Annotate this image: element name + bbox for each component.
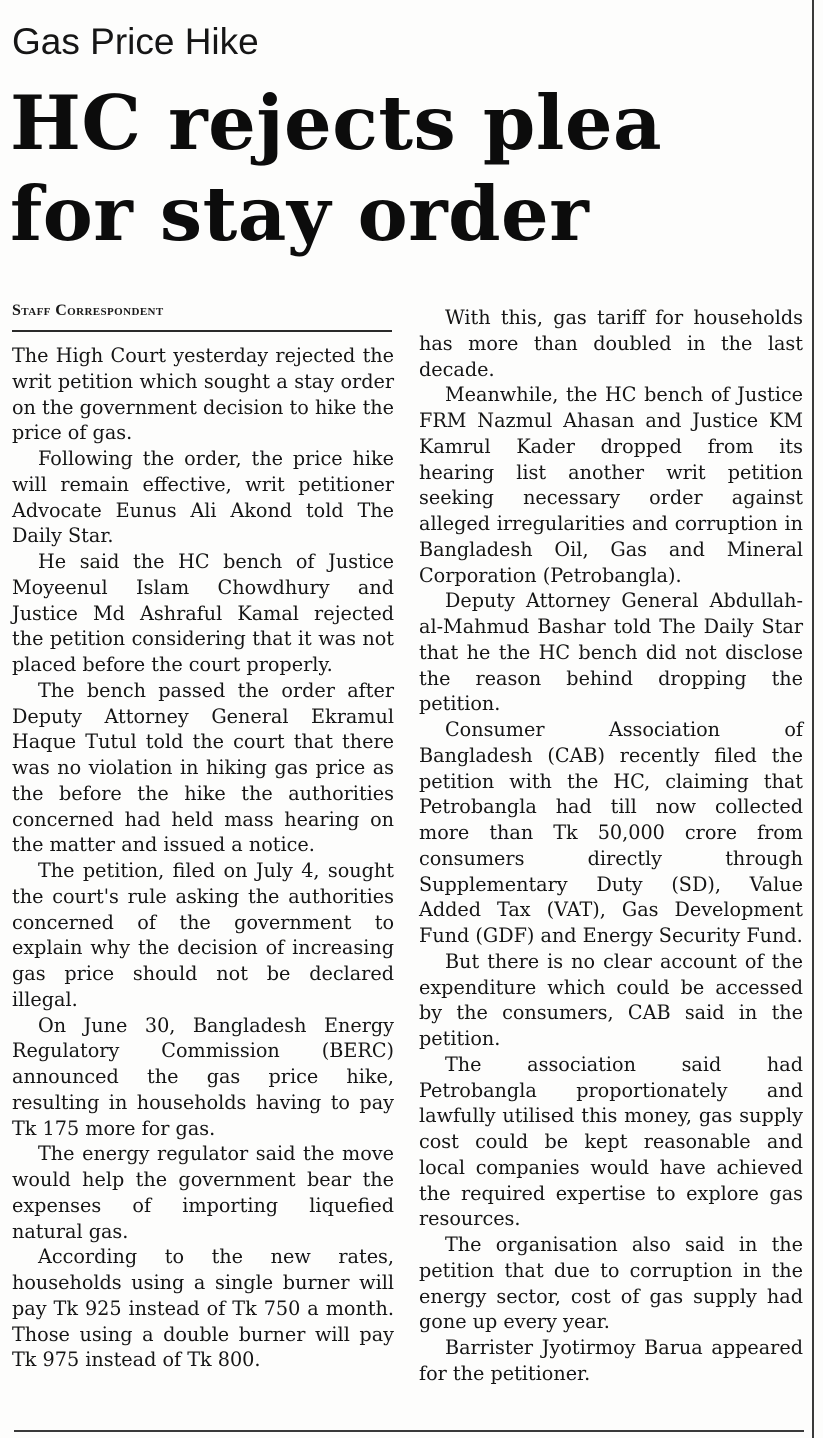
paragraph: The organisation also said in the petition that due to corruption in the energy sector, cost of gas supply had gone up every year. — [419, 1233, 803, 1334]
paragraph: Following the order, the price hike will remain effective, writ petitioner Advocate Eunus Ali Akond told The Daily Star. — [12, 447, 394, 548]
byline: Staff Correspondent — [12, 302, 164, 319]
paragraph: The petition, filed on July 4, sought the court's rule asking the authorities concerned of the government to explain why the decision of increasing gas price should not be declared illegal. — [12, 859, 394, 1011]
headline-line: HC rejects plea — [10, 79, 663, 167]
article-column-right — [419, 305, 803, 1387]
paragraph: Consumer Association of Bangladesh (CAB) recently filed the petition with the HC, claiming that Petrobangla had till now collected more than Tk 50,000 crore from consumers directly through Supplementary Duty (SD), Value Added Tax (VAT), Gas Development Fund (GDF) and Energy Security Fund. — [419, 718, 803, 947]
paragraph: The bench passed the order after Deputy Attorney General Ekramul Haque Tutul told the court that there was no violation in hiking gas price as the before the hike the authorities concerned had held mass hearing on the matter and issued a notice. — [12, 678, 394, 857]
paragraph: The association said had Petrobangla proportionately and lawfully utilised this money, gas supply cost could be kept reasonable and local companies would have achieved the required expertise to explore gas resources. — [419, 1052, 803, 1231]
headline-line: for stay order — [10, 170, 590, 258]
paragraph: He said the HC bench of Justice Moyeenul Islam Chowdhury and Justice Md Ashraful Kamal rejected the petition considering that it was not placed before the court properly. — [12, 550, 394, 676]
article-column-left — [12, 343, 394, 1373]
paragraph: But there is no clear account of the expenditure which could be accessed by the consumers, CAB said in the petition. — [419, 949, 803, 1050]
byline-rule — [12, 330, 392, 332]
paragraph: Meanwhile, the HC bench of Justice FRM Nazmul Ahasan and Justice KM Kamrul Kader dropped from its hearing list another writ petition seeking necessary order against alleged irregularities and corruption in Bangladesh Oil, Gas and Mineral Corporation (Petrobangla). — [419, 383, 803, 587]
paragraph: On June 30, Bangladesh Energy Regulatory Commission (BERC) announced the gas price hike, resulting in households having to pay Tk 175 more for gas. — [12, 1013, 394, 1140]
bottom-rule — [14, 1430, 804, 1432]
paragraph: The energy regulator said the move would help the government bear the expenses of importing liquefied natural gas. — [12, 1142, 394, 1243]
paragraph: According to the new rates, households using a single burner will pay Tk 925 instead of Tk 750 a month. Those using a double burner will pay Tk 975 instead of Tk 800. — [12, 1245, 394, 1372]
column-divider-rule — [812, 0, 814, 1438]
paragraph: The High Court yesterday rejected the writ petition which sought a stay order on the government decision to hike the price of gas. — [12, 344, 394, 445]
kicker: Gas Price Hike — [12, 21, 259, 62]
paragraph: Deputy Attorney General Abdullah-al-Mahmud Bashar told The Daily Star that he the HC bench did not disclose the reason behind dropping the petition. — [419, 589, 803, 716]
headline — [10, 78, 800, 260]
paragraph: With this, gas tariff for households has more than doubled in the last decade. — [419, 306, 803, 381]
paragraph: Barrister Jyotirmoy Barua appeared for the petitioner. — [419, 1336, 803, 1385]
